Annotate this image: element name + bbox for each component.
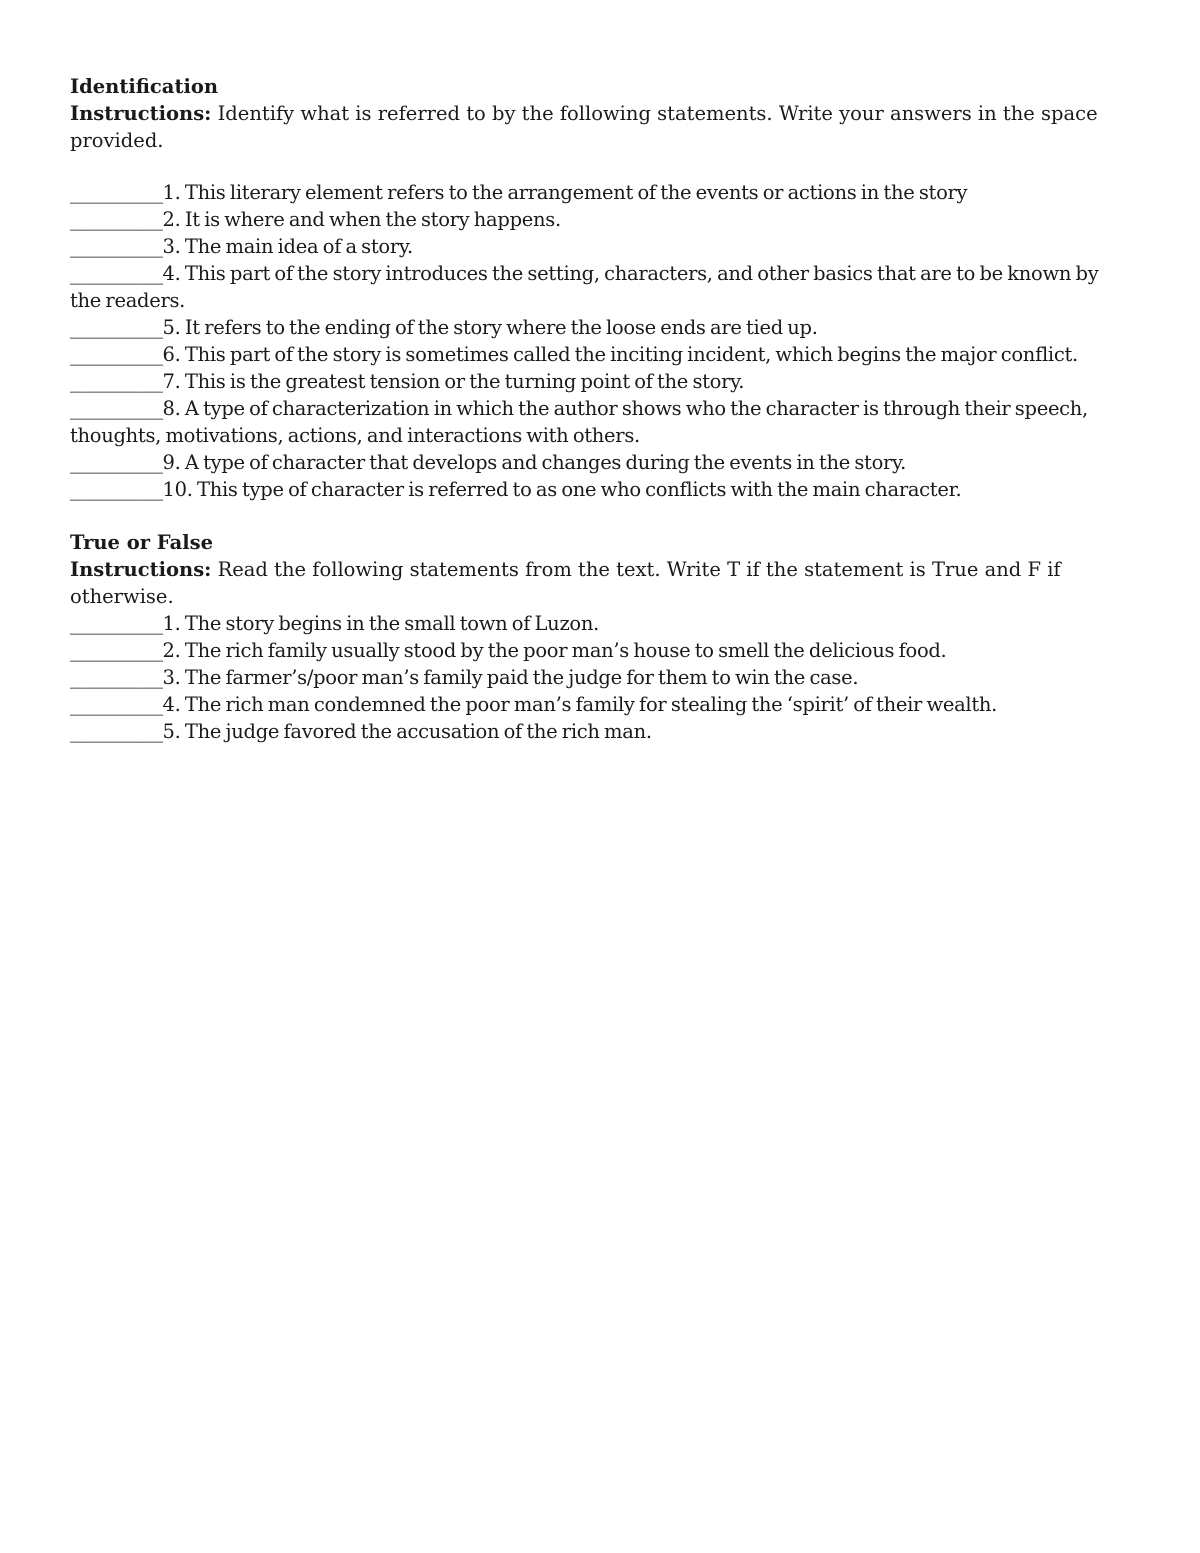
true-false-item-4 (70, 691, 1130, 718)
spacer (70, 154, 1130, 179)
true-false-instructions-label: Instructions: (70, 558, 212, 581)
answer-blank[interactable]: __________ (70, 451, 163, 474)
answer-blank[interactable]: __________ (70, 262, 163, 285)
identification-item-5 (70, 314, 1130, 341)
answer-blank[interactable]: __________ (70, 639, 163, 662)
true-false-section (70, 529, 1130, 745)
item-text: 9. A type of character that develops and changes during the events in the story. (162, 451, 907, 474)
identification-instructions-label: Instructions: (70, 102, 212, 125)
worksheet-page (70, 73, 1130, 745)
item-text: 4. The rich man condemned the poor man’s family for stealing the ‘spirit’ of their wealth. (162, 693, 998, 716)
answer-blank[interactable]: __________ (70, 720, 163, 743)
answer-blank[interactable]: __________ (70, 316, 163, 339)
identification-item-8 (70, 395, 1130, 449)
true-false-instructions (70, 556, 1130, 610)
identification-item-3 (70, 233, 1130, 260)
true-false-instructions-text: Read the following statements from the text. Write T if the statement is True and F if otherwise. (70, 558, 1061, 608)
item-text: 2. It is where and when the story happens. (162, 208, 561, 231)
identification-item-6 (70, 341, 1130, 368)
answer-blank[interactable]: __________ (70, 693, 163, 716)
item-text: 2. The rich family usually stood by the poor man’s house to smell the delicious food. (162, 639, 947, 662)
item-text: 5. It refers to the ending of the story where the loose ends are tied up. (162, 316, 818, 339)
identification-item-1 (70, 179, 1130, 206)
item-text: 1. The story begins in the small town of Luzon. (162, 612, 600, 635)
identification-instructions (70, 100, 1130, 154)
answer-blank[interactable]: __________ (70, 666, 163, 689)
item-text: 8. A type of characterization in which the author shows who the character is through their speech, thoughts, motivations, actions, and interactions with others. (70, 397, 1088, 447)
identification-item-4 (70, 260, 1130, 314)
item-text: 5. The judge favored the accusation of the rich man. (162, 720, 652, 743)
answer-blank[interactable]: __________ (70, 370, 163, 393)
identification-title: Identification (70, 75, 219, 98)
true-false-item-2 (70, 637, 1130, 664)
identification-items (70, 179, 1130, 503)
identification-section (70, 73, 1130, 503)
true-false-item-1 (70, 610, 1130, 637)
true-false-item-5 (70, 718, 1130, 745)
identification-item-9 (70, 449, 1130, 476)
item-text: 10. This type of character is referred to as one who conflicts with the main character. (162, 478, 962, 501)
answer-blank[interactable]: __________ (70, 235, 163, 258)
section-spacer (70, 503, 1130, 529)
item-text: 3. The main idea of a story. (162, 235, 413, 258)
identification-item-10 (70, 476, 1130, 503)
answer-blank[interactable]: __________ (70, 208, 163, 231)
answer-blank[interactable]: __________ (70, 478, 163, 501)
identification-item-2 (70, 206, 1130, 233)
item-text: 3. The farmer’s/poor man’s family paid the judge for them to win the case. (162, 666, 859, 689)
item-text: 4. This part of the story introduces the setting, characters, and other basics that are to be known by the readers. (70, 262, 1099, 312)
answer-blank[interactable]: __________ (70, 181, 163, 204)
item-text: 6. This part of the story is sometimes called the inciting incident, which begins the major conflict. (162, 343, 1078, 366)
item-text: 1. This literary element refers to the arrangement of the events or actions in the story (162, 181, 968, 204)
answer-blank[interactable]: __________ (70, 343, 163, 366)
true-false-title: True or False (70, 531, 214, 554)
true-false-items (70, 610, 1130, 745)
answer-blank[interactable]: __________ (70, 397, 163, 420)
true-false-item-3 (70, 664, 1130, 691)
identification-instructions-text: Identify what is referred to by the following statements. Write your answers in the space provided. (70, 102, 1098, 152)
item-text: 7. This is the greatest tension or the turning point of the story. (162, 370, 745, 393)
answer-blank[interactable]: __________ (70, 612, 163, 635)
identification-item-7 (70, 368, 1130, 395)
